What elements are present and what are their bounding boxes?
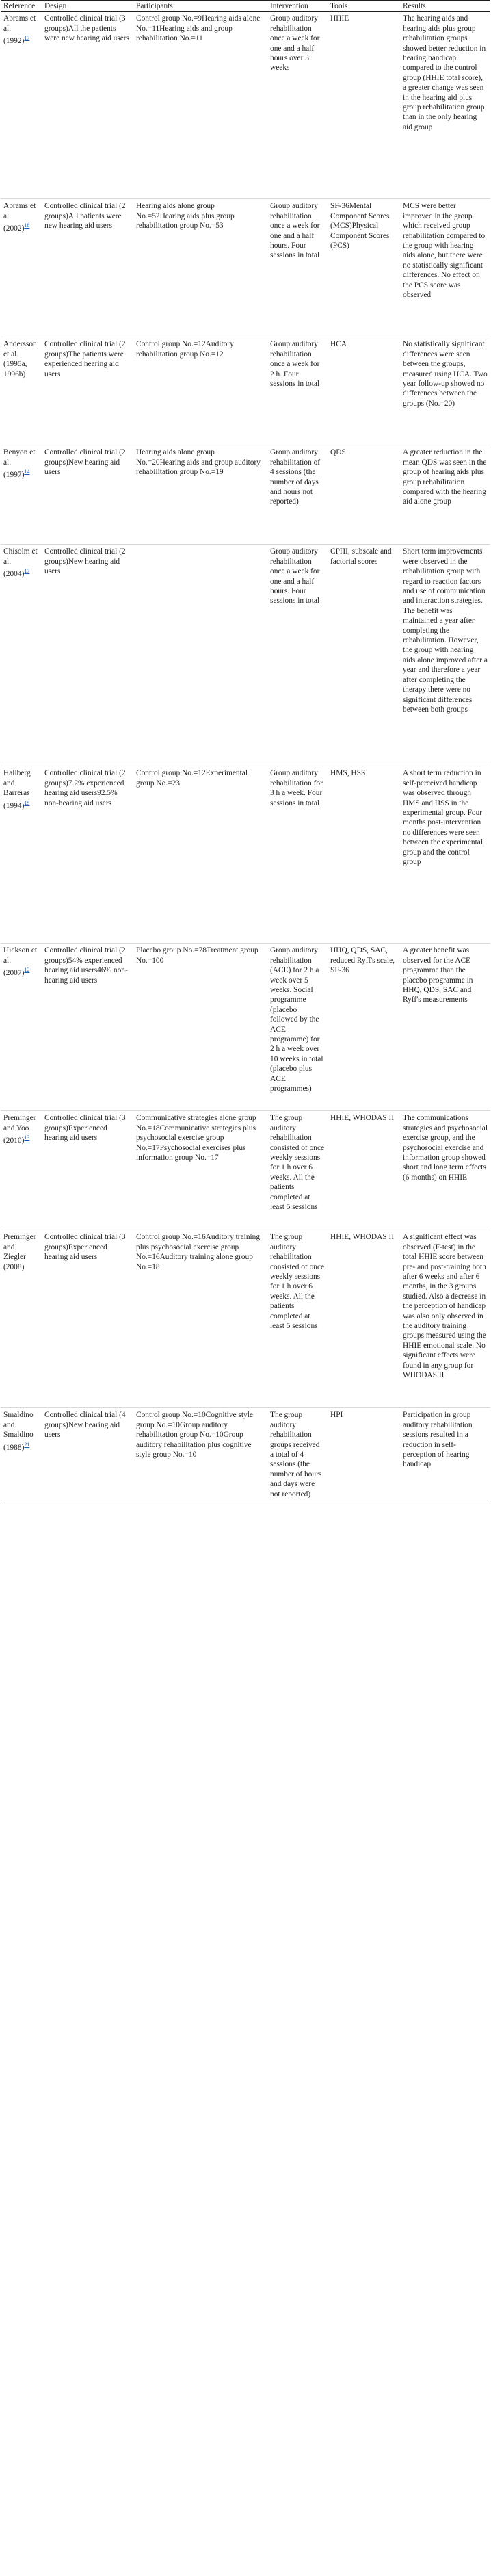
reference-cell [1, 337, 42, 445]
reference-cell-text: Preminger and Ziegler (2008) [3, 1233, 36, 1271]
intervention-cell [267, 545, 328, 766]
citation-link[interactable]: 13 [24, 1134, 30, 1141]
citation-link[interactable]: 17 [24, 568, 30, 575]
citation-link[interactable]: 18 [24, 222, 30, 229]
participants-cell-text: Control group No.=9Hearing aids alone No.=11Hearing aids and group rehabilitation No.=11 [136, 14, 261, 43]
results-cell-text: A greater benefit was observed for the ACE programme than the placebo programme in HHQ, QDS, SAC and Ryff's measurements [403, 946, 473, 1004]
tools-cell [328, 12, 400, 199]
tools-cell [328, 766, 400, 944]
design-cell-text: Controlled clinical trial (2 groups)54% experienced hearing aid users46% non-hearing aid users [44, 946, 128, 985]
participants-cell-text: Placebo group No.=78Treatment group No.=100 [136, 946, 258, 965]
results-cell-text: Short term improvements were observed in the rehabilitation group with regard to reaction factors and use of communication and interaction strategies. The benefit was maintained a year after completing the rehabilitation. However, the group with hearing aids alone improved after a year and therefore a year after completing the therapy there were no significant differences between both groups [403, 547, 488, 714]
reference-cell [1, 12, 42, 199]
participants-cell [133, 1408, 267, 1505]
intervention-cell-text: The group auditory rehabilitation consisted of once weekly sessions for 1 h over 6 weeks. All the patients completed at least 5 sessions [270, 1114, 325, 1212]
intervention-cell [267, 1408, 328, 1505]
reference-cell [1, 199, 42, 337]
design-cell [42, 337, 133, 445]
participants-cell-text: Control group No.=16Auditory training plus psychosocial exercise group No.=16Auditory training alone group No.=18 [136, 1233, 261, 1271]
citation-link[interactable]: 15 [24, 799, 30, 806]
tools-cell-text: CPHI, subscale and factorial scores [330, 547, 392, 566]
reference-cell-text: Andersson et al. (1995a, 1996b) [3, 340, 37, 378]
tools-cell [328, 545, 400, 766]
intervention-cell-text: Group auditory rehabilitation once a week for 2 h. Four sessions in total [270, 340, 320, 389]
intervention-cell-text: The group auditory rehabilitation groups received a total of 4 sessions (the number of hours and days were not reported) [270, 1411, 322, 1498]
participants-cell-text: Communicative strategies alone group No.=18Communicative strategies plus psychosocial exercise group No.=17Psychosocial exercises plus information group No.=17 [136, 1114, 256, 1162]
reference-cell-text: Abrams et al. (1992) [3, 14, 36, 46]
reference-cell-text: Abrams et al. (2002) [3, 202, 36, 233]
results-cell-text: A significant effect was observed (F-test) in the total HHIE score between pre- and post-training both after 6 weeks and after 6 months, in the 3 groups studied. Also a decrease in the perception of handicap was also only observed in the auditory training groups measured using the HHIE emotional scale. No significant effects were found in any group for WHODAS II [403, 1233, 486, 1380]
intervention-cell-text: The group auditory rehabilitation consisted of once weekly sessions for 1 h over 6 weeks. All the patients completed at least 5 sessions [270, 1233, 325, 1331]
table-row [1, 12, 490, 199]
table-row [1, 1111, 490, 1230]
design-cell [42, 1408, 133, 1505]
results-cell [400, 199, 490, 337]
tools-cell [328, 944, 400, 1111]
tools-cell [328, 1408, 400, 1505]
tools-cell [328, 1111, 400, 1230]
tools-cell-text: HHIE [330, 14, 349, 23]
reference-cell-text: Benyon et al. (1997) [3, 448, 36, 480]
participants-cell [133, 1111, 267, 1230]
reference-cell-text: Smaldino and Smaldino (1988) [3, 1411, 34, 1452]
participants-cell-text: Control group No.=12Auditory rehabilitation group No.=12 [136, 340, 234, 359]
results-cell-text: A greater reduction in the mean QDS was seen in the group of hearing aids plus group rehabilitation compared with the hearing aid alone group [403, 448, 487, 506]
intervention-cell [267, 337, 328, 445]
results-cell [400, 944, 490, 1111]
intervention-cell-text: Group auditory rehabilitation (ACE) for 2 h a week over 5 weeks. Social programme (placebo followed by the ACE programme) for 2 h a week over 10 weeks in total (placebo plus ACE programmes) [270, 946, 323, 1093]
tools-cell-text: HHQ, QDS, SAC, reduced Ryff's scale, SF-36 [330, 946, 395, 975]
results-cell [400, 1408, 490, 1505]
tools-cell [328, 1230, 400, 1408]
design-cell-text: Controlled clinical trial (2 groups)New hearing aid users [44, 547, 126, 576]
reference-cell-text: Hallberg and Barreras (1994) [3, 769, 31, 810]
intervention-cell [267, 944, 328, 1111]
header-row [1, 1, 490, 12]
table-row [1, 199, 490, 337]
header-intervention: Intervention [267, 1, 328, 12]
tools-cell-text: HCA [330, 340, 347, 349]
header-tools: Tools [328, 1, 400, 12]
participants-cell [133, 1230, 267, 1408]
participants-cell-text: Control group No.=12Experimental group No.=23 [136, 769, 248, 788]
table-row [1, 445, 490, 545]
intervention-cell-text: Group auditory rehabilitation of 4 sessions (the number of days and hours not reported) [270, 448, 321, 506]
table-row [1, 944, 490, 1111]
design-cell [42, 199, 133, 337]
intervention-cell-text: Group auditory rehabilitation for 3 h a week. Four sessions in total [270, 769, 323, 807]
design-cell-text: Controlled clinical trial (2 groups)The patients were experienced hearing aid users [44, 340, 126, 378]
design-cell-text: Controlled clinical trial (2 groups)7.2% experienced hearing aid users92.5% non-hearing aid users [44, 769, 126, 807]
design-cell [42, 1230, 133, 1408]
citation-link[interactable]: 12 [24, 967, 30, 974]
intervention-cell [267, 1111, 328, 1230]
participants-cell-text: Hearing aids alone group No.=20Hearing aids and group auditory rehabilitation group No.=19 [136, 448, 261, 477]
intervention-cell [267, 199, 328, 337]
reference-cell-text: Chisolm et al. (2004) [3, 547, 38, 579]
citation-link[interactable]: 14 [24, 469, 30, 476]
results-cell-text: A short term reduction in self-perceived handicap was observed through HMS and HSS in the experimental group. Four months post-intervention no differences were seen between the experimental group and the control group [403, 769, 483, 867]
intervention-cell-text: Group auditory rehabilitation once a week for one and a half hours. Four sessions in total [270, 202, 320, 260]
design-cell [42, 12, 133, 199]
tools-cell-text: HMS, HSS [330, 769, 366, 778]
header-participants: Participants [133, 1, 267, 12]
reference-cell [1, 1408, 42, 1505]
design-cell [42, 445, 133, 545]
results-cell-text: MCS were better improved in the group which received group rehabilitation compared to the group with hearing aids alone, but there were no statistically significant differences. No effect on the PCS score was observed [403, 202, 486, 300]
results-cell-text: No statistically significant differences were seen between the groups, measured using HCA. Two year follow-up showed no differences between the groups (No.=20) [403, 340, 488, 408]
intervention-cell [267, 445, 328, 545]
results-cell-text: The communications strategies and psychosocial exercise group, and the psychosocial exercise and information group showed short and long term effects (6 months) on HHIE [403, 1114, 488, 1182]
reference-cell-text: Hickson et al. (2007) [3, 946, 38, 978]
intervention-cell-text: Group auditory rehabilitation once a week for one and a half hours over 3 weeks [270, 14, 320, 73]
design-cell [42, 1111, 133, 1230]
header-design: Design [42, 1, 133, 12]
results-cell [400, 445, 490, 545]
studies-table [1, 0, 490, 1505]
reference-cell [1, 445, 42, 545]
design-cell-text: Controlled clinical trial (3 groups)All the patients were new hearing aid users [44, 14, 129, 43]
participants-cell [133, 199, 267, 337]
results-cell [400, 337, 490, 445]
table-row [1, 1230, 490, 1408]
table-row [1, 1408, 490, 1505]
tools-cell-text: HHIE, WHODAS II [330, 1114, 395, 1123]
results-cell-text: Participation in group auditory rehabilitation sessions resulted in a reduction in self-perception of hearing handicap [403, 1411, 473, 1469]
tools-cell [328, 199, 400, 337]
design-cell-text: Controlled clinical trial (4 groups)New hearing aid users [44, 1411, 126, 1440]
reference-cell [1, 944, 42, 1111]
results-cell [400, 1230, 490, 1408]
tools-cell-text: HPI [330, 1411, 343, 1420]
intervention-cell [267, 1230, 328, 1408]
reference-cell [1, 1230, 42, 1408]
tools-cell-text: SF-36Mental Component Scores (MCS)Physical Component Scores (PCS) [330, 202, 390, 250]
table-row [1, 545, 490, 766]
reference-cell-text: Preminger and Yoo (2010) [3, 1114, 36, 1145]
design-cell-text: Controlled clinical trial (2 groups)All patients were new hearing aid users [44, 202, 126, 231]
participants-cell [133, 944, 267, 1111]
design-cell [42, 944, 133, 1111]
intervention-cell [267, 12, 328, 199]
tools-cell [328, 337, 400, 445]
participants-cell [133, 766, 267, 944]
results-cell [400, 545, 490, 766]
results-cell-text: The hearing aids and hearing aids plus group rehabilitation groups showed better reduction in hearing handicap compared to the control group (HHIE total score), a greater change was seen in the hearing aid plus group rehabilitation group than in the only hearing aid group [403, 14, 486, 131]
tools-cell [328, 445, 400, 545]
results-cell [400, 1111, 490, 1230]
results-cell [400, 766, 490, 944]
tools-cell-text: HHIE, WHODAS II [330, 1233, 395, 1242]
reference-cell [1, 545, 42, 766]
participants-cell [133, 337, 267, 445]
design-cell-text: Controlled clinical trial (2 groups)New hearing aid users [44, 448, 126, 477]
design-cell-text: Controlled clinical trial (3 groups)Experienced hearing aid users [44, 1233, 126, 1262]
participants-cell-text: Control group No.=10Cognitive style group No.=10Group auditory rehabilitation group No.=10Group auditory rehabilitation plus cognitive style group No.=10 [136, 1411, 253, 1459]
participants-cell [133, 545, 267, 766]
citation-link[interactable]: 21 [24, 1441, 30, 1448]
design-cell-text: Controlled clinical trial (3 groups)Experienced hearing aid users [44, 1114, 126, 1143]
reference-cell [1, 1111, 42, 1230]
tools-cell-text: QDS [330, 448, 346, 457]
table-row [1, 337, 490, 445]
results-cell [400, 12, 490, 199]
participants-cell-text: Hearing aids alone group No.=52Hearing aids plus group rehabilitation group No.=53 [136, 202, 235, 231]
reference-cell [1, 766, 42, 944]
header-reference: Reference [1, 1, 42, 12]
header-results: Results [400, 1, 490, 12]
participants-cell [133, 445, 267, 545]
table-row [1, 766, 490, 944]
intervention-cell [267, 766, 328, 944]
intervention-cell-text: Group auditory rehabilitation once a week for one and a half hours. Four sessions in total [270, 547, 320, 606]
design-cell [42, 766, 133, 944]
participants-cell [133, 12, 267, 199]
design-cell [42, 545, 133, 766]
citation-link[interactable]: 17 [24, 35, 30, 42]
